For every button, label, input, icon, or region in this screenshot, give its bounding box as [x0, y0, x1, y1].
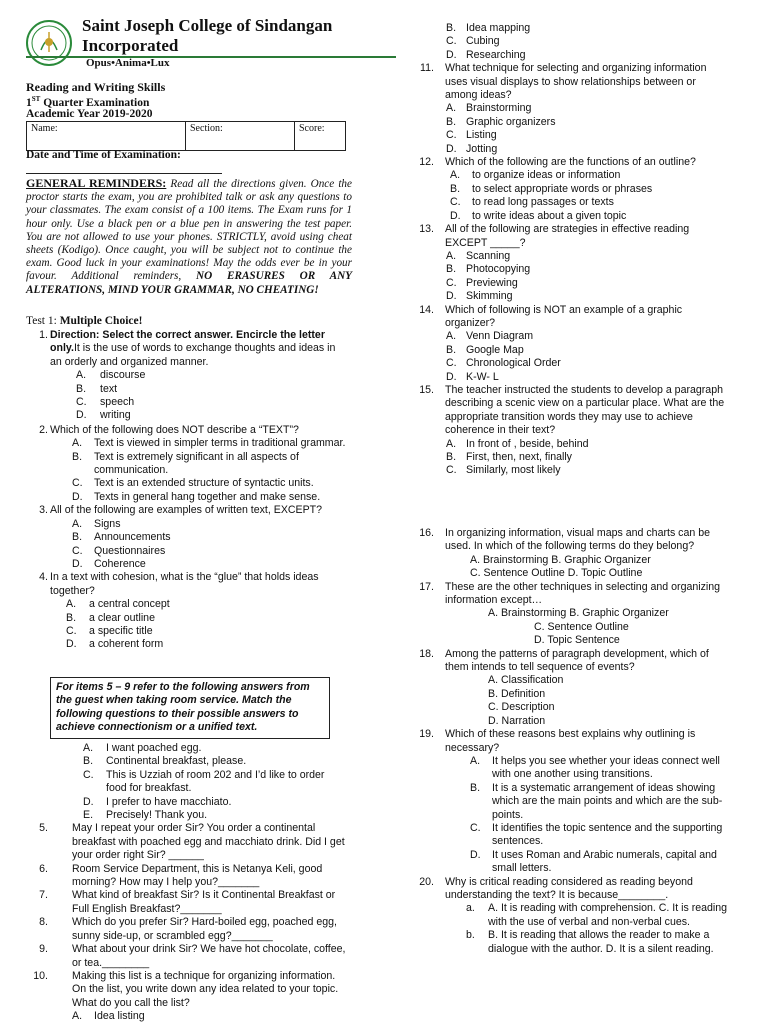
answer-option[interactable]	[398, 277, 730, 290]
subject-title: Reading and Writing Skills	[26, 80, 166, 94]
text: Brainstorming	[466, 102, 532, 115]
option-letter: A.	[446, 330, 457, 343]
text: B. It is reading that allows the reader to make a dialogue with the author. D. It is a silent reading.	[488, 929, 714, 955]
text: writing	[100, 409, 131, 422]
answer-option[interactable]	[398, 357, 730, 370]
text: Direction: Select the correct answer. Encircle the letter only.	[50, 329, 325, 355]
question-number: 20.	[419, 875, 434, 888]
text: What kind of breakfast Sir? Is it Continental Breakfast or Full English Breakfast?_______	[72, 889, 336, 915]
text: In front of , beside, behind	[466, 437, 589, 450]
motto: Opus•Anima•Lux	[86, 57, 170, 69]
left-column-lower	[32, 742, 346, 1024]
option-letter: C.	[66, 624, 77, 637]
answer-option[interactable]	[398, 344, 730, 357]
option-letter: A.	[446, 437, 457, 450]
option-letter: a.	[466, 902, 475, 915]
option-letter: D.	[72, 557, 83, 570]
option-letter: D.	[83, 795, 94, 808]
right-column-lower	[398, 527, 730, 956]
answer-option[interactable]	[32, 598, 346, 611]
question-19	[398, 728, 730, 755]
question-3	[32, 504, 346, 517]
text: Researching	[466, 48, 526, 61]
question-number: 9.	[39, 943, 48, 956]
answer-option[interactable]	[398, 116, 730, 129]
answer-option[interactable]	[32, 558, 346, 571]
text: Scanning	[466, 249, 511, 262]
answer-option[interactable]	[32, 477, 346, 490]
option-letter: C.	[446, 35, 457, 48]
exam-title	[26, 95, 149, 109]
text: It helps you see whether your ideas connect well with one another using transitions.	[492, 754, 720, 781]
option-letter: C.	[446, 276, 457, 289]
option-letter: C.	[450, 196, 461, 209]
text: May I repeat your order Sir? You order a continental breakfast with poached egg and macchiato drink. Did I get your order right Sir? ______	[72, 822, 345, 862]
text: Read all the directions given. Once the proctor starts the exam, you are prohibited talk or ask any questions to your classmates. The exam consist of a 100 items. The Exam runs for 1 hour only. Use a black pen or a blue pen in answering the test paper. You are not allowed to use your phones. STRICTLY, avoid using cheat sheets (Kodigo). Once caught, you will be subject not to continue the exam. Good luck in your examinations! May the odds ever be in your favour. Additional reminders,	[26, 178, 352, 283]
answer-option[interactable]	[398, 929, 730, 956]
text: Multiple Choice!	[59, 315, 143, 327]
answer-option[interactable]	[398, 196, 730, 209]
question-number: 2.	[39, 423, 48, 436]
answer-option[interactable]	[398, 755, 730, 782]
matching-instructions-box: For items 5 – 9 refer to the following answers from the guest when taking room service. Match the following questions to their possible answers to achieve connectionism or a unified text.	[50, 677, 330, 739]
text: Room Service Department, this is Netanya Keli, good morning? How may I help you?_______	[72, 862, 323, 889]
text: It is the use of words to exchange thoughts and ideas in an orderly and organized manner.	[50, 342, 336, 368]
text: Venn Diagram	[466, 330, 534, 343]
question-number: 4.	[39, 571, 48, 584]
answer-option[interactable]	[32, 491, 346, 504]
answer-option[interactable]	[32, 809, 346, 822]
option-letter: C.	[446, 464, 457, 477]
option-letter: A.	[446, 249, 457, 262]
text: 1	[26, 96, 32, 109]
answer-option[interactable]	[32, 531, 346, 544]
question-number: 7.	[39, 889, 48, 902]
option-letter: A.	[72, 1010, 83, 1023]
answer-option[interactable]: C. Sentence Outline	[534, 620, 629, 633]
option-letter: B.	[450, 182, 461, 195]
question-11	[398, 62, 730, 102]
text: What about your drink Sir? We have hot chocolate, coffee, or tea.________	[72, 943, 346, 969]
answer-option[interactable]	[398, 371, 730, 384]
answer-option[interactable]	[32, 1010, 346, 1023]
text: In a text with cohesion, what is the “glue” that holds ideas together?	[50, 571, 319, 597]
option-letter: B.	[72, 531, 83, 544]
answer-option[interactable]	[32, 518, 346, 531]
option-letter: A.	[76, 369, 87, 382]
question-5	[32, 822, 346, 862]
text: ST	[31, 95, 41, 103]
header-rule	[26, 56, 396, 58]
text: It is a systematic arrangement of ideas showing which are the main points and which are the sub-points.	[492, 781, 723, 821]
text: Texts in general hang together and make sense.	[94, 490, 321, 503]
option-letter: B.	[72, 450, 83, 463]
text: NO ERASURES OR ANY ALTERATIONS, MIND YOUR GRAMMAR, NO CHEATING!	[26, 270, 352, 296]
text: Similarly, most likely	[466, 464, 561, 477]
text: to read long passages or texts	[472, 196, 614, 209]
question-number: 5.	[39, 822, 48, 835]
text: I prefer to have macchiato.	[106, 795, 232, 808]
answer-option[interactable]	[32, 796, 346, 809]
option-letter: D.	[66, 638, 77, 651]
answer-option[interactable]	[398, 250, 730, 263]
option-letter: B.	[446, 263, 457, 276]
option-letter: C.	[470, 821, 481, 834]
question-14	[398, 304, 730, 331]
answer-option[interactable]	[398, 290, 730, 303]
option-letter: D.	[446, 290, 457, 303]
date-time-label: Date and Time of Examination:	[26, 149, 181, 161]
option-letter: C.	[446, 357, 457, 370]
text: Skimming	[466, 290, 513, 303]
option-letter: A.	[66, 598, 77, 611]
answer-option[interactable]: D. Topic Sentence	[534, 634, 620, 647]
text: Section:	[190, 123, 223, 134]
answer-option[interactable]	[398, 169, 730, 182]
text: Which of following is NOT an example of a graphic organizer?	[445, 303, 683, 329]
text: Text is an extended structure of syntactic units.	[94, 477, 314, 490]
text: Cubing	[466, 35, 500, 48]
answer-option[interactable]	[398, 22, 730, 35]
answer-option[interactable]: C. Sentence Outline D. Topic Outline	[470, 567, 643, 580]
test-heading	[26, 315, 142, 327]
academic-year: Academic Year 2019-2020	[26, 108, 153, 120]
question-number: 16.	[419, 527, 434, 539]
answer-option[interactable]	[398, 464, 730, 477]
text: Jotting	[466, 142, 498, 155]
text: In organizing information, visual maps and charts can be used. In which of the following terms do they belong?	[445, 527, 710, 553]
answer-option[interactable]: A. Classification	[488, 674, 564, 687]
answer-option[interactable]	[32, 545, 346, 558]
text: Google Map	[466, 343, 524, 356]
text: Text is extremely significant in all aspects of communication.	[94, 450, 299, 477]
text: Which do you prefer Sir? Hard-boiled egg, poached egg, sunny side-up, or scrambled egg?_______	[72, 916, 338, 942]
answer-option[interactable]: A. Brainstorming B. Graphic Organizer	[470, 553, 651, 566]
text: A. It is reading with comprehension. C. It is reading with the use of verbal and non-verbal cues.	[488, 902, 728, 928]
question-16	[398, 527, 730, 554]
text: Which of the following does NOT describe a “TEXT”?	[50, 423, 299, 436]
text: to write ideas about a given topic	[472, 209, 627, 222]
question-9	[32, 943, 346, 970]
student-info-table	[26, 121, 346, 151]
name-field[interactable]	[27, 122, 186, 151]
answer-option[interactable]	[32, 396, 346, 409]
question-number: 10.	[33, 969, 48, 982]
text: Why is critical reading considered as reading beyond understanding the text? It is because________.	[445, 875, 693, 901]
answer-option[interactable]	[398, 35, 730, 48]
answer-option[interactable]: D. Narration	[488, 714, 546, 727]
text: to select appropriate words or phrases	[472, 182, 653, 195]
text: Coherence	[94, 557, 146, 570]
text: Saint Joseph College of Sindangan	[82, 16, 333, 35]
answer-option[interactable]	[32, 369, 346, 382]
answer-option[interactable]	[398, 902, 730, 929]
answer-option[interactable]	[398, 102, 730, 115]
answer-option[interactable]	[398, 782, 730, 822]
text: Graphic organizers	[466, 115, 556, 128]
answer-option[interactable]	[32, 409, 346, 422]
option-letter: E.	[83, 809, 94, 822]
text: Announcements	[94, 531, 171, 544]
option-letter: C.	[72, 544, 83, 557]
question-1	[32, 329, 346, 369]
text: All of the following are examples of written text, EXCEPT?	[50, 504, 323, 517]
text: All of the following are strategies in effective reading EXCEPT _____?	[445, 223, 690, 249]
option-letter: D.	[446, 142, 457, 155]
answer-option[interactable]	[398, 183, 730, 196]
text: Photocopying	[466, 263, 531, 276]
option-letter: D.	[450, 209, 461, 222]
option-letter: B.	[446, 451, 457, 463]
question-20	[398, 876, 730, 903]
option-letter: D.	[446, 48, 457, 61]
question-12	[398, 156, 730, 169]
question-15	[398, 384, 730, 438]
option-letter: A.	[446, 102, 457, 115]
question-number: 18.	[419, 647, 434, 660]
answer-option[interactable]	[398, 849, 730, 876]
text: Among the patterns of paragraph development, which of them intends to tell sequence of events?	[445, 647, 709, 674]
text: K-W- L	[466, 370, 499, 383]
school-logo	[26, 20, 72, 66]
general-reminders	[26, 177, 352, 297]
answer-option[interactable]	[32, 769, 346, 796]
text: a central concept	[89, 598, 170, 611]
option-letter: B.	[83, 755, 94, 768]
answer-option[interactable]	[398, 210, 730, 223]
answer-option[interactable]	[32, 383, 346, 396]
text: It identifies the topic sentence and the supporting sentences.	[492, 821, 723, 848]
question-7	[32, 889, 346, 916]
option-letter: B.	[446, 22, 457, 34]
answer-option[interactable]: C. Description	[488, 701, 555, 714]
option-letter: D.	[72, 490, 83, 503]
text: Which of these reasons best explains why outlining is necessary?	[445, 728, 696, 754]
text: Listing	[466, 129, 497, 142]
question-6	[32, 863, 346, 890]
date-time-line[interactable]	[26, 173, 222, 174]
question-10	[32, 970, 346, 1010]
answer-option[interactable]	[398, 143, 730, 156]
text: speech	[100, 396, 135, 409]
score-field[interactable]	[295, 122, 346, 151]
answer-option[interactable]	[32, 612, 346, 625]
option-letter: C.	[76, 396, 87, 409]
question-17	[398, 581, 730, 608]
text: I want poached egg.	[106, 742, 202, 754]
option-letter: D.	[470, 848, 481, 861]
question-number: 14.	[419, 303, 434, 316]
text: What technique for selecting and organizing information uses visual displays to show relationships between or among ideas?	[445, 62, 707, 102]
text: discourse	[100, 369, 146, 382]
answer-option[interactable]	[398, 129, 730, 142]
question-18	[398, 648, 730, 675]
text: First, then, next, finally	[466, 451, 572, 463]
answer-option[interactable]	[32, 625, 346, 638]
option-letter: C.	[72, 477, 83, 490]
text: Precisely! Thank you.	[106, 809, 208, 822]
question-4	[32, 571, 346, 598]
option-letter: B.	[66, 611, 77, 624]
text: Chronological Order	[466, 357, 561, 370]
question-number: 6.	[39, 862, 48, 875]
answer-option[interactable]	[398, 438, 730, 451]
question-number: 1.	[39, 329, 48, 341]
question-8	[32, 916, 346, 943]
answer-option[interactable]	[32, 638, 346, 651]
text: a coherent form	[89, 638, 164, 651]
text: Text is viewed in simpler terms in traditional grammar.	[94, 437, 346, 450]
text: Previewing	[466, 276, 518, 289]
option-letter: A.	[72, 437, 83, 450]
option-letter: A.	[72, 517, 83, 530]
text: Idea mapping	[466, 22, 531, 34]
text: a specific title	[89, 624, 153, 637]
option-letter: b.	[466, 929, 475, 942]
text: Test 1:	[26, 315, 60, 327]
text: Idea listing	[94, 1010, 145, 1023]
text: Making this list is a technique for organizing information. On the list, you write down any idea related to your topic. What do you call the list?	[72, 969, 339, 1009]
text: a clear outline	[89, 611, 155, 624]
text: Signs	[94, 517, 121, 530]
text: text	[100, 382, 118, 395]
answer-option[interactable]: B. Definition	[488, 687, 546, 700]
text: GENERAL REMINDERS:	[26, 176, 167, 190]
left-column	[32, 329, 346, 652]
text: Continental breakfast, please.	[106, 755, 247, 768]
text: to organize ideas or information	[472, 169, 621, 182]
answer-option[interactable]	[398, 49, 730, 62]
answer-option[interactable]: A. Brainstorming B. Graphic Organizer	[488, 607, 669, 620]
option-letter: A.	[470, 754, 481, 767]
option-letter: B.	[76, 382, 87, 395]
school-name	[82, 16, 332, 56]
option-letter: C.	[446, 129, 457, 142]
option-letter: A.	[450, 169, 461, 182]
text: Which of the following are the functions of an outline?	[445, 156, 696, 169]
text: The teacher instructed the students to develop a paragraph describing a scenic view on a particular place. What are the appropriate transition words they may use to achieve coherence in their text?	[445, 383, 725, 437]
text: Incorporated	[82, 36, 179, 55]
text: This is Uzziah of room 202 and I’d like to order food for breakfast.	[106, 768, 325, 795]
text: Questionnaires	[94, 544, 166, 557]
option-letter: D.	[446, 370, 457, 383]
answer-option[interactable]	[398, 330, 730, 343]
answer-option[interactable]	[398, 822, 730, 849]
question-number: 3.	[39, 504, 48, 517]
option-letter: C.	[83, 768, 94, 781]
question-number: 12.	[419, 156, 434, 169]
option-letter: D.	[76, 409, 87, 422]
text: Name:	[31, 123, 58, 134]
text: These are the other techniques in selecting and organizing information except…	[445, 580, 721, 607]
question-number: 11.	[420, 62, 434, 75]
option-letter: B.	[446, 343, 457, 356]
text: It uses Roman and Arabic numerals, capital and small letters.	[492, 848, 717, 875]
question-number: 15.	[419, 383, 434, 396]
answer-option[interactable]	[32, 451, 346, 478]
question-number: 8.	[39, 916, 48, 929]
question-2	[32, 424, 346, 437]
question-13	[398, 223, 730, 250]
text: Quarter Examination	[40, 96, 150, 109]
answer-option[interactable]	[32, 755, 346, 768]
question-number: 13.	[419, 223, 434, 236]
option-letter: A.	[83, 742, 94, 754]
section-field[interactable]	[186, 122, 295, 151]
answer-option[interactable]	[398, 263, 730, 276]
text: Score:	[299, 123, 325, 134]
option-letter: B.	[446, 115, 457, 128]
option-letter: B.	[470, 781, 481, 794]
answer-option[interactable]	[398, 451, 730, 464]
answer-option[interactable]	[32, 437, 346, 450]
question-number: 17.	[419, 580, 434, 593]
answer-option[interactable]	[32, 742, 346, 755]
right-column	[398, 22, 730, 478]
question-number: 19.	[419, 728, 434, 741]
